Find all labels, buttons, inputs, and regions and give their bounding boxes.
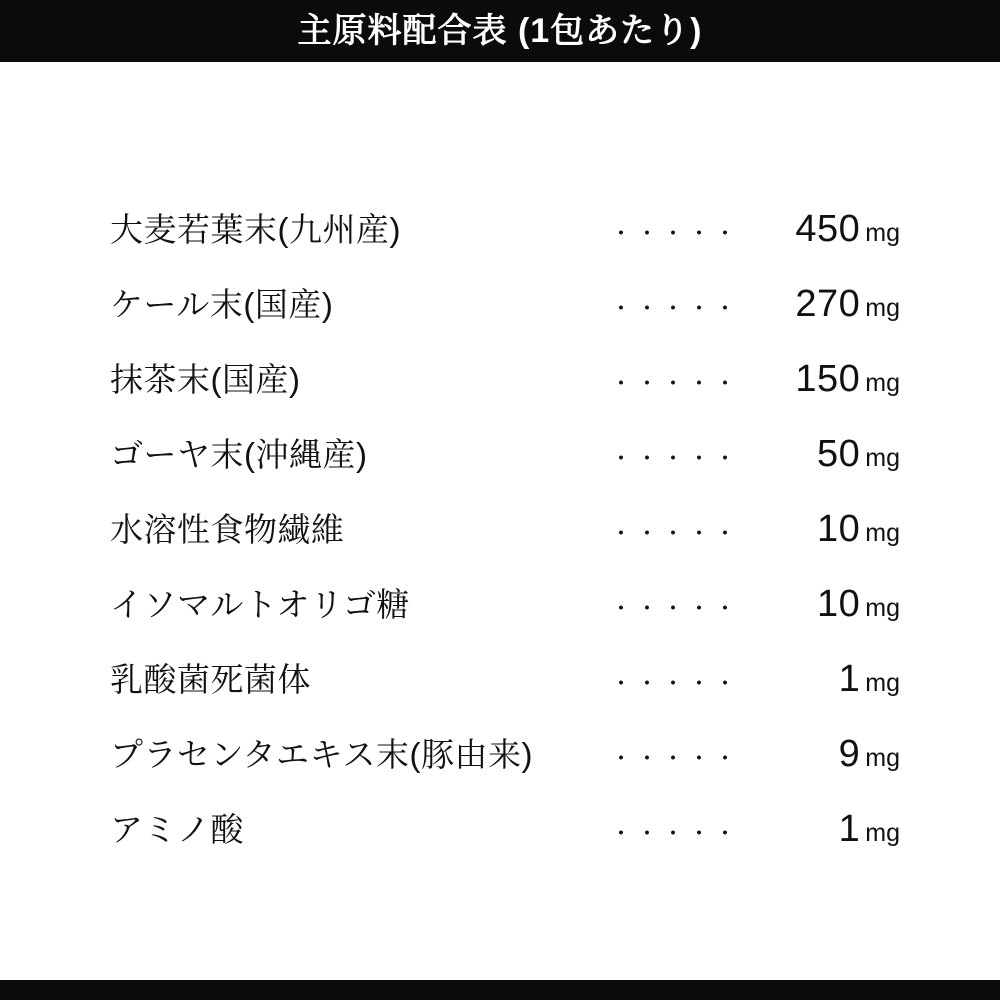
amount-unit: mg (865, 819, 900, 847)
dot-leader: ・・・・・ (610, 296, 741, 321)
ingredient-name: 乳酸菌死菌体 (110, 661, 311, 698)
dot-leader: ・・・・・ (610, 746, 741, 771)
amount-unit: mg (865, 744, 900, 772)
dot-leader: ・・・・・ (610, 371, 741, 396)
table-row (110, 417, 900, 492)
amount-unit: mg (865, 369, 900, 397)
amount-value: 1 (838, 658, 861, 700)
ingredient-amount (740, 792, 900, 874)
amount-unit: mg (865, 669, 900, 697)
amount-value: 1 (838, 808, 861, 850)
ingredient-name: 大麦若葉末(九州産) (110, 211, 401, 248)
amount-unit: mg (865, 594, 900, 622)
ingredient-amount (740, 342, 900, 424)
header-bar (0, 0, 1000, 62)
table-row (110, 792, 900, 867)
footer-bar (0, 980, 1000, 1000)
amount-value: 10 (816, 508, 861, 550)
ingredient-name: 抹茶末(国産) (110, 361, 301, 398)
dot-leader: ・・・・・ (610, 671, 741, 696)
amount-unit: mg (865, 219, 900, 247)
ingredient-amount (740, 267, 900, 349)
table-row (110, 267, 900, 342)
ingredient-name: ケール末(国産) (110, 286, 334, 323)
ingredient-name: アミノ酸 (110, 811, 244, 848)
dot-leader: ・・・・・ (610, 446, 741, 471)
amount-value: 50 (816, 433, 861, 475)
page-title: 主原料配合表 (1包あたり) (297, 12, 703, 50)
table-row (110, 342, 900, 417)
amount-value: 450 (795, 208, 861, 250)
amount-unit: mg (865, 519, 900, 547)
dot-leader: ・・・・・ (610, 596, 741, 621)
dot-leader: ・・・・・ (610, 521, 741, 546)
ingredient-name: プラセンタエキス末(豚由来) (110, 736, 533, 773)
ingredient-amount (740, 642, 900, 724)
amount-unit: mg (865, 294, 900, 322)
amount-value: 150 (795, 358, 861, 400)
ingredient-row-list (110, 192, 900, 867)
dot-leader: ・・・・・ (610, 221, 741, 246)
table-row (110, 192, 900, 267)
amount-value: 10 (816, 583, 861, 625)
ingredient-name: ゴーヤ末(沖縄産) (110, 436, 368, 473)
amount-unit: mg (865, 444, 900, 472)
table-row (110, 567, 900, 642)
ingredient-amount (740, 192, 900, 274)
table-row (110, 717, 900, 792)
amount-value: 270 (795, 283, 861, 325)
amount-value: 9 (838, 733, 861, 775)
ingredient-amount (740, 492, 900, 574)
table-row (110, 642, 900, 717)
dot-leader: ・・・・・ (610, 821, 741, 846)
ingredient-table (0, 62, 1000, 1000)
ingredient-amount (740, 567, 900, 649)
ingredient-amount (740, 417, 900, 499)
ingredient-name: 水溶性食物繊維 (110, 511, 345, 548)
ingredient-name: イソマルトオリゴ糖 (110, 586, 410, 623)
table-row (110, 492, 900, 567)
ingredient-amount (740, 717, 900, 799)
